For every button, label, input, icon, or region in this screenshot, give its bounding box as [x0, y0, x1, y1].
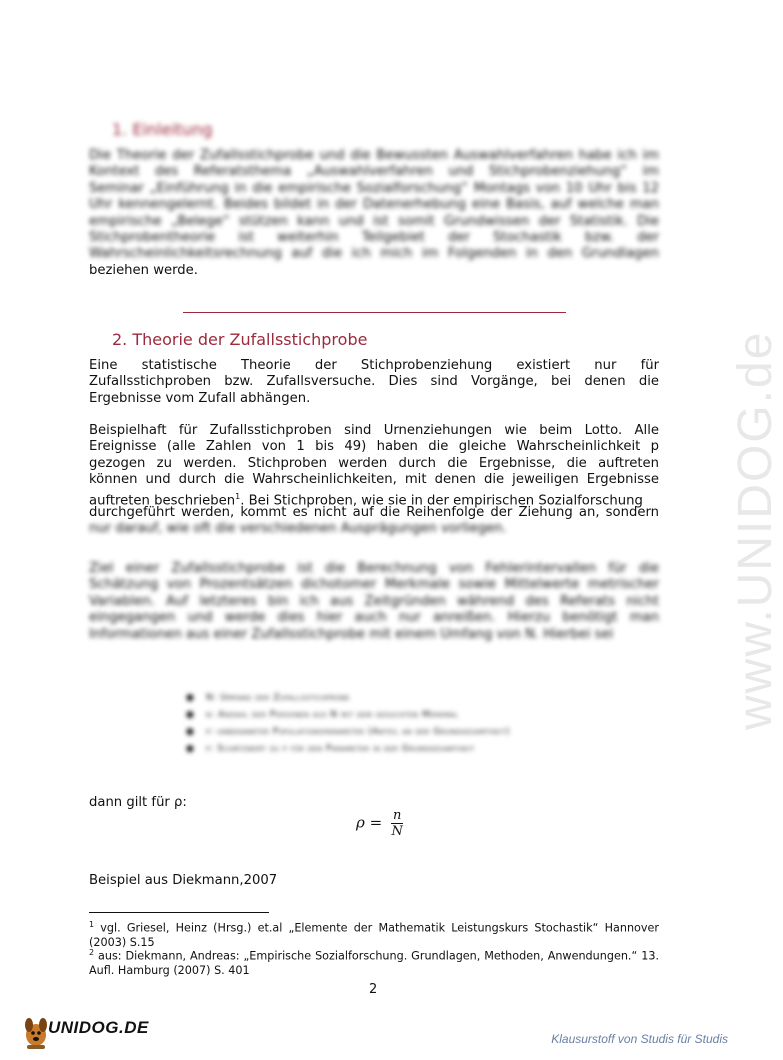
- text-line: Ereignisse (alle Zahlen von 1 bis 49) haben die gleiche Wahrscheinlichkeit p: [89, 439, 659, 455]
- text-line: Eine statistische Theorie der Stichprobenziehung existiert nur für: [89, 358, 659, 373]
- list-item: ● N: Umfang der Zufallsstichprobe: [196, 690, 661, 707]
- text-line: Die Theorie der Zufallsstichprobe und die Bewussten Auswahlverfahren habe ich im: [89, 148, 659, 163]
- footnote-number: 2: [89, 948, 95, 957]
- section-separator: [183, 312, 566, 313]
- section-2-heading: 2. Theorie der Zufallsstichprobe: [112, 330, 368, 349]
- definition-list: [196, 690, 661, 758]
- footnote-number: 1: [89, 920, 95, 929]
- text-line: Beispielhaft für Zufallsstichproben sind Urnenziehungen wie beim Lotto. Alle: [89, 423, 659, 438]
- text-line: Schätzung von Prozentsätzen dichotomer Merkmale sowie Mittelwerte metrischer: [89, 577, 659, 593]
- text-line: Zufallsstichproben bzw. Zufallsversuche. Dies sind Vorgänge, bei denen die: [89, 374, 659, 390]
- logo-text: UNIDOG.DE: [48, 1018, 149, 1037]
- text-line: Variablen. Auf letzteres bin ich aus Zeitgründen während des Referats nicht: [89, 593, 659, 609]
- section-1-paragraph: [89, 148, 659, 279]
- section-2-paragraph-1: [89, 358, 659, 407]
- fraction-numerator: n: [392, 808, 402, 823]
- text-line: auftreten beschrieben$^1$. Bei Stichproben, wie sie in der empirischen Sozialforschung: [89, 491, 643, 508]
- fraction: [391, 808, 403, 839]
- footnote-separator: [89, 912, 269, 913]
- text-line: eingegangen und werde dies hier auch nur anreißen. Hierzu benötigt man: [89, 610, 659, 626]
- footer-tagline: Klausurstoff von Studis für Studis: [551, 1032, 728, 1046]
- footnote-text: aus: Diekmann, Andreas: „Empirische Sozialforschung. Grundlagen, Methoden, Anwendungen.“ 13. Aufl. Hamburg (2007) S. 401: [89, 949, 659, 977]
- footnote-ref: 1: [235, 491, 241, 501]
- text-fragment: auftreten beschrieben: [89, 492, 236, 508]
- text-line: Uhr kennengelernt. Beides bildet in der Datenerhebung eine Basis, auf welche man: [89, 197, 659, 213]
- text-line: Ziel einer Zufallsstichprobe ist die Berechnung von Fehlerintervallen für die: [89, 561, 659, 576]
- watermark: [688, 270, 782, 740]
- watermark-text: www.UNIDOG.de: [729, 330, 782, 730]
- section-1-heading: 1. Einleitung: [112, 120, 213, 139]
- fraction-denominator: N: [391, 824, 403, 839]
- formula-lhs: ρ =: [356, 813, 383, 832]
- dog-icon: [25, 1018, 47, 1049]
- text-line: durchgeführt werden, kommt es nicht auf die Reihenfolge der Ziehung an, sondern: [89, 504, 659, 520]
- text-fragment: Bei Stichproben, wie sie in der empirischen Sozialforschung: [248, 492, 643, 508]
- section-2-paragraph-2: [89, 423, 659, 538]
- list-item: ● n: Anzahl der Personen aus N mit dem gesuchten Merkmal: [196, 707, 661, 724]
- formula: [356, 808, 403, 839]
- text-line: empirische „Belege“ stützen kann und ist somit Grundwissen der Statistik. Die: [89, 213, 659, 229]
- text-line: gezogen zu werden. Stichproben werden durch die Ergebnisse, die auftreten: [89, 455, 659, 471]
- text-line: beziehen werde.: [89, 262, 198, 278]
- list-item: ● ρ: Schätzwert zu p für den Parameter in der Grundgesamtheit: [196, 741, 661, 758]
- footnote-2: [89, 946, 659, 978]
- text-line: Ergebnisse vom Zufall abhängen.: [89, 390, 311, 406]
- text-line: nur darauf, wie oft die verschiedenen Ausprägungen vorliegen.: [89, 521, 507, 537]
- text-line: Seminar „Einführung in die empirische Sozialforschung“ Montags von 10 Uhr bis 12: [89, 180, 659, 196]
- list-item: ● p: unbekannter Populationsparameter (Anteil an der Grundgesamtheit): [196, 724, 661, 741]
- text-line: Beispiel aus Diekmann,2007: [89, 873, 278, 888]
- text-line: Informationen aus einer Zufallsstichprobe mit einem Umfang von N. Hierbei sei: [89, 626, 614, 642]
- footnote-1: [89, 918, 659, 950]
- text-line: Stichprobentheorie ist weiterhin Teilgebiet der Stochastik bzw. der: [89, 229, 659, 245]
- example-note: [89, 873, 659, 889]
- text-line: können und durch die Wahrscheinlichkeiten, mit denen die jeweiligen Ergebnisse: [89, 472, 659, 488]
- footnote-text: vgl. Griesel, Heinz (Hrsg.) et.al „Elemente der Mathematik Leistungskurs Stochastik“ Hannover (2003) S.15: [89, 921, 659, 949]
- text-line: dann gilt für ρ:: [89, 795, 187, 810]
- text-line: Wahrscheinlichkeitsrechnung auf die ich mich im Folgenden in den Grundlagen: [89, 246, 659, 262]
- text-line: Kontext des Referatsthema „Auswahlverfahren und Stichprobenziehung“ im: [89, 164, 659, 180]
- page-number: 2: [369, 982, 378, 997]
- section-2-paragraph-3: [89, 561, 659, 643]
